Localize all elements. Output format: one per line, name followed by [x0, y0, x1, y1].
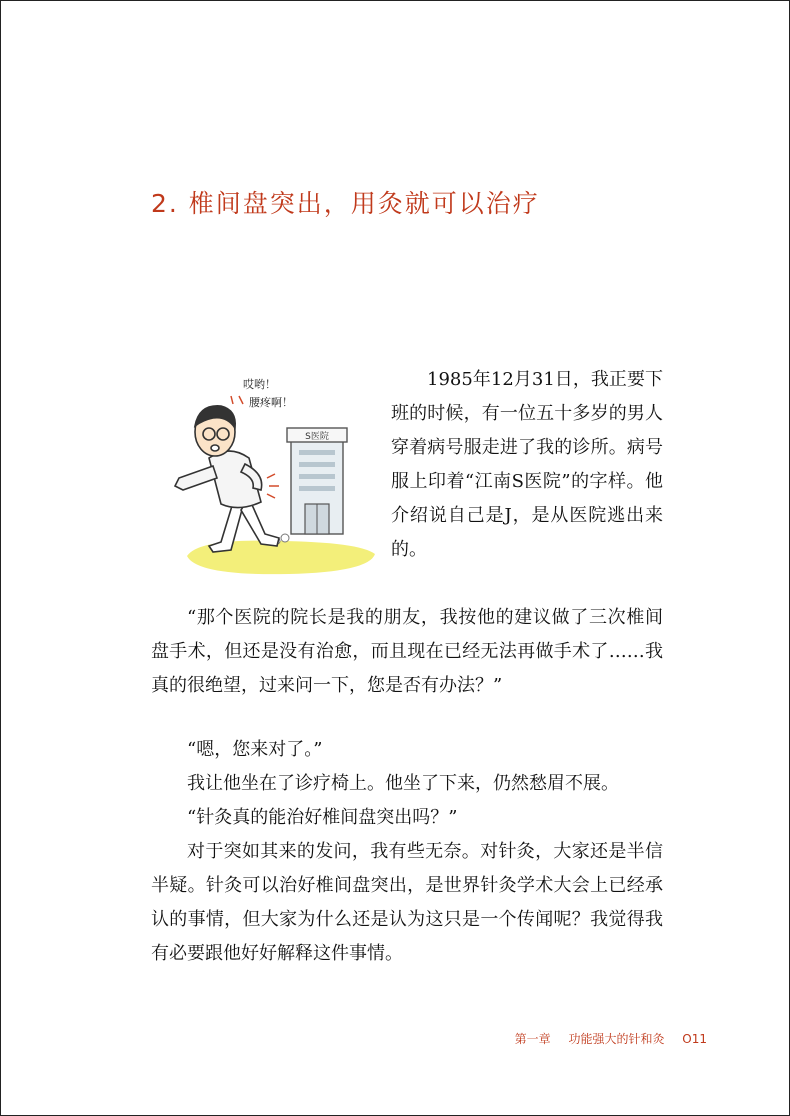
- page-footer: [515, 1030, 707, 1047]
- footer-chapter-title: 功能强大的针和灸: [568, 1032, 665, 1046]
- speech-line-1: 哎哟！: [243, 378, 276, 391]
- section-title: 2. 椎间盘突出，用灸就可以治疗: [151, 189, 540, 218]
- speech-line-2: 腰疼啊！: [249, 396, 293, 409]
- hospital-sign-label: S医院: [305, 432, 329, 442]
- hospital-building-icon: [287, 428, 347, 534]
- page-number: O11: [682, 1032, 707, 1046]
- paragraph-6: 对于突如其来的发问，我有些无奈。对针灸，大家还是半信半疑。针灸可以治好椎间盘突出，是世界针灸学术大会上已经承认的事情，但大家为什么还是认为这只是一个传闻呢？我觉得我有必要跟他好好解释这件事情。: [151, 841, 663, 964]
- paragraph-2: “那个医院的院长是我的朋友，我按他的建议做了三次椎间盘手术，但还是没有治愈，而且现在已经无法再做手术了……我真的很绝望，过来问一下，您是否有办法？”: [151, 607, 663, 696]
- paragraph-1: 1985年12月31日，我正要下班的时候，有一位五十多岁的男人穿着病号服走进了我的诊所。病号服上印着“江南S医院”的字样。他介绍说自己是J，是从医院逃出来的。: [391, 369, 663, 560]
- illustration-man-back-pain: [169, 366, 381, 582]
- man-figure: [175, 406, 279, 552]
- paragraph-5: “针灸真的能治好椎间盘突出吗？”: [187, 807, 458, 828]
- footer-chapter: 第一章: [514, 1032, 551, 1046]
- paragraph-4: 我让他坐在了诊疗椅上。他坐了下来，仍然愁眉不展。: [187, 773, 619, 794]
- paragraph-3: “嗯，您来对了。”: [187, 739, 323, 760]
